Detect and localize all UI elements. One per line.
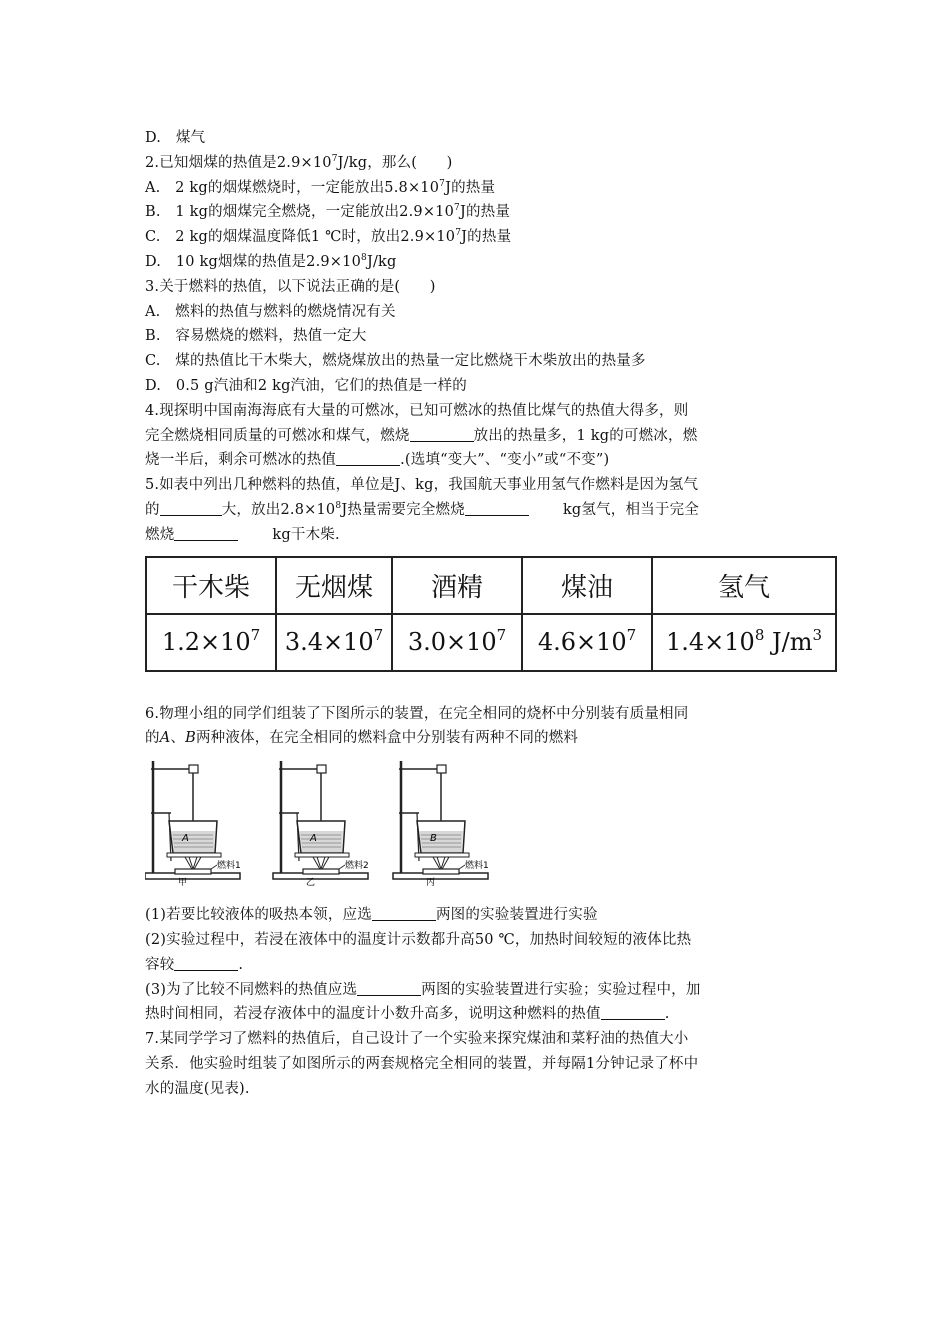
q2-option-d [145,250,810,275]
fuel-value: 3.0×10 [407,628,497,657]
fuel-value-unit: J/m [764,628,813,657]
q2-option-a [145,176,810,201]
fuel-header-cell: 无烟煤 [276,557,392,614]
q4-line-1: 4.现探明中国南海海底有大量的可燃冰，已知可燃冰的热值比煤气的热值大得多，则 [145,402,689,419]
q4-l2-text: 完全燃烧相同质量的可燃冰和煤气，燃烧 [145,427,410,444]
q2-c-text-end: J的热量 [461,229,512,246]
q3-option-b: B. 容易燃烧的燃料，热值一定大 [145,328,367,345]
apparatus-diagram [145,757,495,887]
fuel-header-cell: 氢气 [652,557,836,614]
q2-stem-exponent: 7 [331,153,338,164]
answer-blank[interactable] [357,981,421,996]
fuel-header-cell: 酒精 [392,557,522,614]
setup-fuel-label: 燃料1 [465,861,489,872]
q2-a-text-end: J的热量 [445,179,496,196]
q6-line-2 [145,726,810,751]
fuel-table-header-row [146,557,836,614]
setup-caption: 乙 [306,878,316,888]
q3-option-d: D. 0.5 g汽油和2 kg汽油，它们的热值是一样的 [145,377,467,394]
fuel-value-exponent: 7 [250,626,261,645]
fuel-header-cell: 干木柴 [146,557,276,614]
fuel-table [145,556,837,672]
q4-l3-text: 烧一半后，剩余可燃冰的热值 [145,452,337,469]
q2-c-exponent: 7 [455,228,462,239]
setup-caption: 丙 [426,878,436,888]
q6-l2-sep: 、 [170,730,186,747]
q5-l3-text-end: kg干木柴. [272,526,340,543]
q5-l2-exponent: 8 [335,500,342,511]
q1-option-d: D. 煤气 [145,130,206,146]
answer-blank[interactable] [160,501,222,516]
q5-l2-text-mid: 大，放出2.8×10 [221,501,336,518]
fuel-value: 3.4×10 [284,628,374,657]
q5-line-2 [145,498,810,523]
answer-blank[interactable] [336,451,400,466]
fuel-header-cell: 煤油 [522,557,652,614]
q6-sub-2-line-1: (2)实验过程中，若浸在液体中的温度计示数都升高50 ℃，加热时间较短的液体比热 [145,931,692,948]
fuel-value-exponent: 7 [626,626,637,645]
setup-liquid-label: A [182,833,189,845]
q6-s2-text: 容较 [145,956,175,973]
q2-c-text: C. 2 kg的烟煤温度降低1 ℃时，放出2.9×10 [145,229,456,246]
q2-stem-text: 2.已知烟煤的热值是2.9×10 [145,154,332,171]
setup-fuel-label: 燃料2 [345,861,369,872]
q6-sub-1 [145,903,810,928]
q3-option-c: C. 煤的热值比干木柴大，燃烧煤放出的热量一定比燃烧干木柴放出的热量多 [145,353,646,370]
setup-caption: 甲 [178,878,188,888]
q7-line-1: 7.某同学学习了燃料的热值后，自己设计了一个实验来探究煤油和菜籽油的热值大小 [145,1031,689,1048]
fuel-value: 4.6×10 [537,628,627,657]
q3-option-a: A. 燃料的热值与燃料的燃烧情况有关 [145,303,396,320]
fuel-table-value-row [146,614,836,671]
answer-blank[interactable] [372,906,436,921]
q6-l2-text: 的 [145,730,160,747]
setup-fuel-label: 燃料1 [217,861,241,872]
q6-sub-2-line-2 [145,953,810,978]
fuel-value-cell [522,614,652,671]
worksheet-content [145,126,822,1102]
q5-l2-text: 的 [145,501,160,518]
liquid-a-label: A [159,730,171,747]
answer-blank[interactable] [174,526,238,541]
fuel-value-cell [392,614,522,671]
q6-l2-text-end: 两种液体，在完全相同的燃料盒中分别装有两种不同的燃料 [195,730,579,747]
q2-a-exponent: 7 [439,178,446,189]
q6-s3-text-end: 两图的实验装置进行实验；实验过程中，加 [421,981,701,998]
q6-sub-3-line-2 [145,1002,810,1027]
q2-option-b [145,200,810,225]
q6-s1-text: (1)若要比较液体的吸热本领，应选 [145,907,372,924]
q2-d-text-end: J/kg [366,253,397,270]
apparatus-setup-3 [393,761,489,887]
q4-l3-text-end: .(选填“变大”、“变小”或“不变”) [400,452,610,469]
q6-sub-3-line-1 [145,978,810,1003]
fuel-value-cell [146,614,276,671]
setup-liquid-label: B [430,833,437,845]
q2-option-c [145,225,810,250]
q4-line-3 [145,448,810,473]
fuel-value: 1.4×10 [665,628,755,657]
setup-liquid-label: A [310,833,317,845]
q2-a-text: A. 2 kg的烟煤燃烧时，一定能放出5.8×10 [145,179,440,196]
apparatus-setup-1 [145,761,241,887]
q6-s3-l2-text-end: . [664,1006,670,1023]
fuel-value-exponent: 7 [496,626,507,645]
q2-d-exponent: 8 [361,252,367,263]
q7-line-3: 水的温度(见表). [145,1080,250,1097]
q2-b-text-end: J的热量 [459,204,511,221]
q6-s2-text-end: . [238,956,244,973]
q7-line-2: 关系．他实验时组装了如图所示的两套规格完全相同的装置，并每隔1分钟记录了杯中 [145,1055,699,1072]
q5-l2-text-mid2: J热量需要完全燃烧 [341,501,465,518]
q2-d-text: D. 10 kg烟煤的热值是2.9×10 [145,253,362,270]
answer-blank[interactable] [601,1005,665,1020]
q3-stem: 3.关于燃料的热值，以下说法正确的是( ) [145,278,436,295]
fuel-heat-table [145,556,837,672]
fuel-value: 1.2×10 [161,628,251,657]
fuel-value-exponent: 8 [754,626,765,645]
q6-line-1: 6.物理小组的同学们组装了下图所示的装置，在完全相同的烧杯中分别装有质量相同 [145,705,689,722]
q6-s3-text: (3)为了比较不同燃料的热值应选 [145,981,358,998]
answer-blank[interactable] [410,427,474,442]
answer-blank[interactable] [465,501,529,516]
q5-line-1: 5.如表中列出几种燃料的热值，单位是J、kg，我国航天事业用氢气作燃料是因为氢气 [145,477,699,494]
answer-blank[interactable] [174,956,238,971]
liquid-b-label: B [185,730,196,747]
apparatus-figure [145,757,495,887]
fuel-value-cell [652,614,836,671]
q2-stem [145,151,810,176]
q2-stem-text-end: J/kg，那么( ) [337,154,453,171]
q4-line-2 [145,424,810,449]
q5-l2-text-end: kg氢气，相当于完全 [562,501,700,518]
q5-l3-text: 燃烧 [145,526,175,543]
q6-s3-l2-text: 热时间相同，若浸存液体中的温度计小数升高多，说明这种燃料的热值 [145,1006,601,1023]
apparatus-setup-2 [273,761,369,887]
q2-b-exponent: 7 [454,203,460,214]
fuel-value-exponent: 7 [373,626,384,645]
q5-line-3 [145,523,810,548]
q6-s1-text-end: 两图的实验装置进行实验 [435,907,598,924]
q4-l2-text-end: 放出的热量多，1 kg的可燃冰，燃 [473,427,698,444]
fuel-value-cell [276,614,392,671]
q2-b-text: B. 1 kg的烟煤完全燃烧，一定能放出2.9×10 [145,204,455,221]
fuel-unit-exponent: 3 [812,626,822,645]
